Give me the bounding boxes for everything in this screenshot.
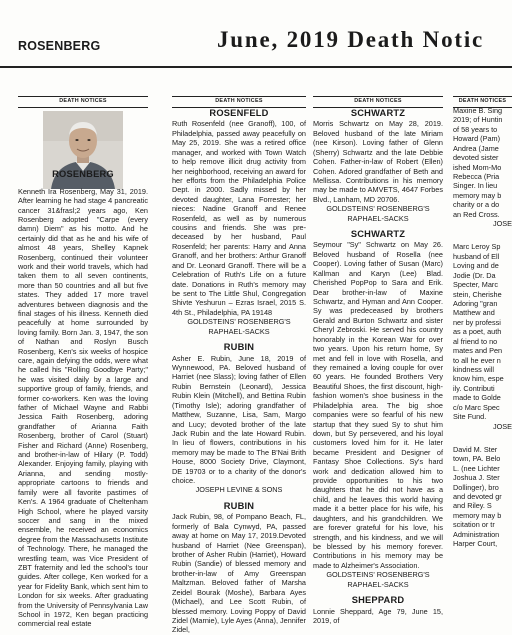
death-notice-schwartz-morris xyxy=(313,109,443,223)
notice-line: Rebecca (Pria xyxy=(453,171,500,181)
notice-text: Morris Schwartz on May 28, 2019. Beloved husband of the late Miriam (nee Kirson). Loving father of Glenn (Sherry) Schwartz and the late Debbie Cohen. Father-in-law of Robert (Ellen) Cohen. Adored grandfather of Beth and Mellissa. Contributions in his memory may be made to AMVETS, 4647 Forbes Blvd., Lanham, MD 20706. xyxy=(313,119,443,204)
funeral-home: RAPHAEL-SACKS xyxy=(347,213,409,223)
column-tag: DEATH NOTICES xyxy=(453,96,512,108)
notice-line: Site Fund. xyxy=(453,412,487,422)
notice-line: Joshua J. Ster xyxy=(453,473,500,483)
notice-line: made to Golde xyxy=(453,393,501,403)
death-notice-sheppard xyxy=(313,596,443,625)
notice-text: Asher E. Rubin, June 18, 2019 of Wynnewood, PA. Beloved husband of Harriet (nee Slass); loving father of Ellen Rubin Bernstein (Leonard), Jessica Rubin Klein (Mitchell), and Bettina Rubin (Timothy Isle); adoring grandfather of Matthew, Suzanne, Lisa, Sam, Margo and Lucy; devoted brother of the late Jack Rubin and the late Howard Rubin. In lieu of flowers, contributions in his memory may be made to The B'Nai Brith House, 8000 Society Drive, Claymont, DE 19703 or to a charity of the donor's choice. xyxy=(172,353,306,486)
page-title: June, 2019 Death Notic xyxy=(217,27,485,52)
notice-line: of 58 years to xyxy=(453,124,498,134)
notice-line: Andrea (Jame xyxy=(453,143,499,153)
notice-column-4 xyxy=(453,96,512,549)
decedent-name: SCHWARTZ xyxy=(350,108,406,118)
notice-line: ily. Contributi xyxy=(453,383,495,393)
funeral-home: JOSEPH LEVINE & SONS xyxy=(195,485,283,495)
column-tag: DEATH NOTICES xyxy=(313,96,443,108)
funeral-home: GOLDSTEINS' ROSENBERG'S xyxy=(187,317,291,327)
funeral-home: JOSE xyxy=(492,219,512,229)
notice-line: town, PA. Belo xyxy=(453,454,501,464)
decedent-name: ROSENBERG xyxy=(52,169,114,179)
notice-line: Loving and de xyxy=(453,261,499,271)
notice-line: devoted sister xyxy=(453,153,499,163)
funeral-home: GOLDSTEINS' ROSENBERG'S xyxy=(326,570,430,580)
notice-line: ished Mom-Mo xyxy=(453,162,502,172)
notice-line: 2019; of Huntin xyxy=(453,115,503,125)
notice-line: kindness will xyxy=(453,364,494,374)
decedent-name: SHEPPARD xyxy=(351,595,405,606)
notice-line: Jodie (Dr. Da xyxy=(453,270,496,280)
notice-text: Kenneth Ira Rosenberg, May 31, 2019. After learning he had stage 4 pancreatic cancer 31&frasl;2 years ago, Ken Rosenberg adopted "Carpe (every damn) Diem" as his motto. And he certainly did that as he and his wife of almost 48 years, Shelley Kapnek Rosenberg, continued their volunteer work and their world travels, which had taken them to all seven continents, more than 50 countries and all but five states. They added 17 more travel adventures between diagnosis and the final stages of his illness. Kenneth died peacefully at home surrounded by loving family. Born Jan. 3, 1947, the son of Nathan and Roslyn Busch Rosenberg, Ken's six weeks of hospice care, again defying the odds, were what he called his "Rolling Goodbye Party;" he was visited daily by a large and supportive group of family, friends, and former co-workers. Ken was the loving father of Michael Wayne and Rabbi Jessica Faith Rosenberg, adoring grandfather of Arianna Faith Rosenberg, brother of Carol (Stuart) Fisher and Richard (Anne) Rosenberg, and brother-in-law of Hilary (P. Todd) Alexander. Enjoying family, playing with Arianna, and sending mostly-appropriate cartoons to friends and family were all favorite pastimes of Ken's. A 1964 graduate of Cheltenham High School, where he played varsity soccer and sang in the mixed ensemble, he received an economics degree from the Massachusetts Institute of Technology. There, he managed the wrestling team, was Vice President of ZBT fraternity and led the school's tour guides. After college, Ken worked for a year for Fidelity Bank, which sent him to London for six weeks. After graduating from the University of Pennsylvania Law School in 1972, Ken began practicing commercial real estate xyxy=(18,186,148,629)
funeral-home: RAPHAEL-SACKS xyxy=(347,579,409,589)
notice-text: Ruth Rosenfeld (nee Granoff), 100, of Philadelphia, passed away peacefully on May 25, 2019. She was a retired office manager, and worked with Town Watch to help remove illicit drug activity from her neighborhood, receiving an award for her efforts from the Philadelphia Police Dept. in 2000. Sadly missed by her devoted daughter, Lana Forrester; her nieces: Nadine Granoff and Renee Rosenfeld, as well as by numerous cousins and friends. She was pre-deceased by her husband, Paul Rosenfeld; her parents: Harry and Anna Granoff, and her brothers: Arthur Granoff and Dr. Leonard Granoff. There will be a Celebration of Ruth's Life on a future date. Donations in Ruth's memory may be sent to The Little Shul, Congregation Shivte Yeshurun – Ezras Israel, 2015 S. 4th St., Philadelphia, PA 19148 xyxy=(172,119,306,317)
notice-line: charity or a do xyxy=(453,200,500,210)
death-notice-singer xyxy=(453,106,512,219)
notice-line: Maxine B. Sing xyxy=(453,106,503,115)
decedent-name: ROSENFELD xyxy=(209,108,269,118)
notice-line: know him, espe xyxy=(453,374,504,384)
notice-text: Jack Rubin, 98, of Pompano Beach, FL, formerly of Bala Cynwyd, PA, passed away at home on May 17, 2019.Devoted husband of Harriet (Nee Greenspan), brother of Asher Rubin (Harriet), Howard Rubin (Sandie) of blessed memory and brother-in-law of Amy Greenspan Maltzman. Beloved father of Marsha Zeidel Bourak (Moshe), Barbara Ayes (Michael), and Lee Scott Rubin, of blessed memory. Loving Poppy of David Zidel (Marnie), Lyle Ayes (Anna), Jennifer Zidel, xyxy=(172,512,306,635)
notice-line: David M. Ster xyxy=(453,444,498,454)
decedent-name: SCHWARTZ xyxy=(350,229,406,240)
page-header xyxy=(0,0,512,70)
funeral-home: RAPHAEL-SACKS xyxy=(208,326,270,336)
notice-line: L. (nee Lichter xyxy=(453,463,500,473)
notice-line: Howard (Pam) xyxy=(453,134,501,144)
notice-line: an Red Cross. xyxy=(453,209,500,219)
notice-line: al friend to no xyxy=(453,336,498,346)
notice-line: Adoring "gran xyxy=(453,299,498,309)
death-notice-rubin-jack xyxy=(172,502,306,635)
notice-line: and devoted gr xyxy=(453,492,502,502)
notice-line: mates and Pen xyxy=(453,346,503,356)
column-tag: DEATH NOTICES xyxy=(172,96,306,108)
decedent-name: RUBIN xyxy=(223,500,255,511)
decedent-name: RUBIN xyxy=(223,342,255,353)
notice-line: Singer. In lieu xyxy=(453,181,498,191)
funeral-home: GOLDSTEINS' ROSENBERG'S xyxy=(326,204,430,214)
notice-line: Marc Leroy Sp xyxy=(453,242,501,252)
notice-text: Lonnie Sheppard, Age 79, June 15, 2019, of xyxy=(313,606,443,625)
death-notice-stern xyxy=(453,445,512,549)
notice-line: Harper Court, xyxy=(453,539,498,549)
notice-line: husband of Ell xyxy=(453,251,500,261)
header-rule xyxy=(0,66,512,68)
notice-text: Seymour "Sy" Schwartz on May 26. Beloved husband of Rosella (nee Cooper). Loving father of Susan (Marc) Kallman and Karyn (Lee) Blad. Cherished PopPop to Sara and Erik. Dear brother-in-law of Maxine Schwartz, and Hyman and Ann Cooper. Sy was predeceased by brothers Gerald and Burton Schwartz and sister Cheryl Zebroski. He served his country honorably in the Korean War for over two years. Upon his return home, Sy met and fell in love with Rosella, and they remained a loving couple for over 60 years. He founded Brothers Very Beautiful Shoes, the first discount, high-fashion women's shoe business in the Philadelphia area. The big shoe companies were so fearful of his new startup that they sued Sy to shut him down, but Sy persevered, and his loyal customers loved him for it. He later became President and Designer of Fantasy Shoe Collections. Sy's hard work and dedication allowed him to provide opportunities to his two daughters that he did not have as a child, and he leaves this world having made it a better place for his wife, his daughters, and his grandchildren. We are forever grateful for his love, his strength, and his kindness, and we will be blessed by his memory forever. Contributions in his memory may be made to Alzheimer's Association. xyxy=(313,240,443,570)
notice-line: memory may b xyxy=(453,510,502,520)
section-label: ROSENBERG xyxy=(18,39,101,53)
column-tag: DEATH NOTICES xyxy=(18,96,148,108)
funeral-home: JOSE xyxy=(492,421,512,431)
death-notice-rosenfeld xyxy=(172,109,306,336)
notice-line: ner by professi xyxy=(453,317,501,327)
notice-line: Dollinger), bro xyxy=(453,482,499,492)
death-notice-specter xyxy=(453,242,512,421)
notice-column-2 xyxy=(172,96,306,635)
notice-line: memory may b xyxy=(453,190,502,200)
notice-line: as a poet, auth xyxy=(453,327,502,337)
death-notice-rosenberg xyxy=(18,169,148,629)
death-notice-schwartz-seymour xyxy=(313,230,443,589)
notice-line: Specter, Marc xyxy=(453,280,499,290)
notice-column-3 xyxy=(313,96,443,625)
notice-line: stein, Cherishe xyxy=(453,289,502,299)
notice-line: to all he ever n xyxy=(453,355,501,365)
notice-line: Matthew and xyxy=(453,308,495,318)
notice-line: scitation or tr xyxy=(453,520,495,530)
notice-line: Administration xyxy=(453,529,500,539)
notice-line: and Riley. S xyxy=(453,501,492,511)
death-notice-rubin-asher xyxy=(172,343,306,495)
notice-line: c/o Marc Spec xyxy=(453,402,500,412)
